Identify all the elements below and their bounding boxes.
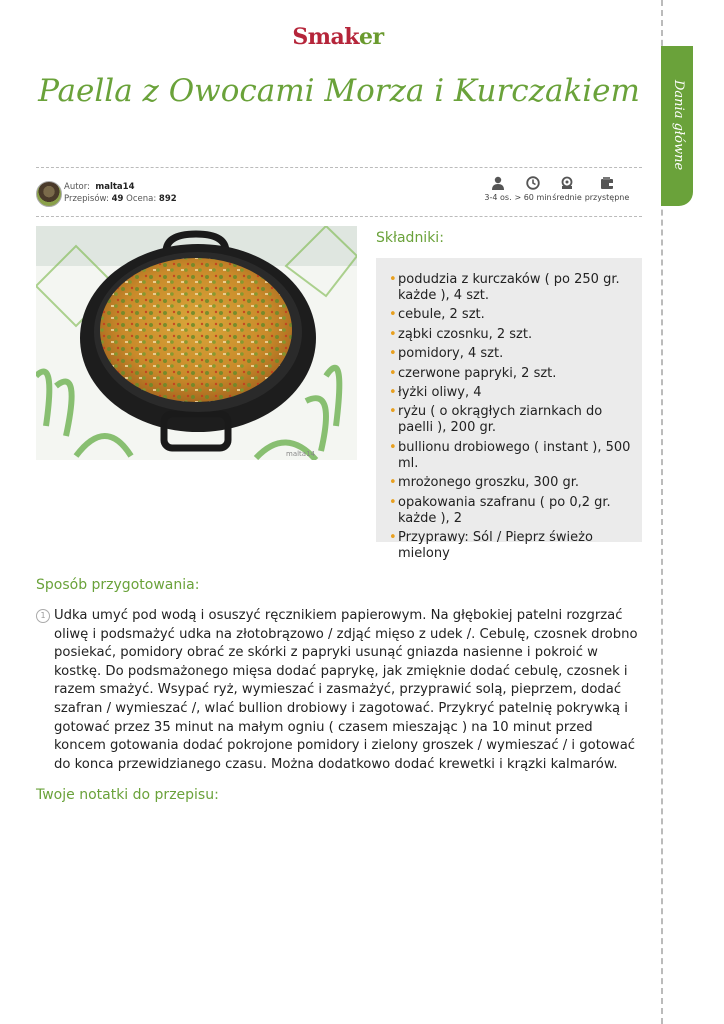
ingredient-item: • Przyprawy: Sól / Pieprz świeżo mielony	[389, 530, 634, 562]
rating-value: 892	[158, 194, 177, 204]
ingredient-item: • mrożonego groszku, 300 gr.	[389, 475, 634, 491]
author-info	[64, 181, 177, 205]
category-label: Dania główne	[671, 80, 686, 171]
ingredient-item: • pomidory, 4 szt.	[389, 346, 634, 362]
time-text: > 60 min	[514, 193, 552, 202]
ingredients-heading: Składniki:	[376, 230, 444, 246]
method-heading: Sposób przygotowania:	[36, 577, 200, 593]
notes-heading: Twoje notatki do przepisu:	[36, 787, 219, 803]
ingredients-list	[376, 258, 642, 562]
brand-logo	[0, 24, 676, 50]
ingredient-item: • ryżu ( o okrągłych ziarnkach do paelli ), 200 gr.	[389, 404, 634, 436]
cost-text: przystępne	[584, 193, 630, 202]
brand-part1: Smak	[292, 24, 360, 50]
author-avatar	[36, 181, 62, 207]
difficulty-text: średnie	[552, 193, 582, 202]
wallet-icon	[600, 176, 614, 190]
ingredient-item: • czerwone papryki, 2 szt.	[389, 366, 634, 382]
ingredients-box	[376, 258, 642, 561]
recipes-label: Przepisów:	[64, 194, 109, 204]
ingredient-item: • cebule, 2 szt.	[389, 307, 634, 323]
paella-image	[36, 226, 357, 460]
ingredient-item: • bullionu drobiowego ( instant ), 500 ml.	[389, 440, 634, 472]
rating-label: Ocena:	[126, 194, 157, 204]
step-text: Udka umyć pod wodą i osuszyć ręcznikiem papierowym. Na głębokiej patelni rozgrzać oliwę i podsmażyć udka na złotobrązowo / zdjąć mięso z udek /. Cebulę, czosnek drobno posiekać, pomidory obrać ze skórki z papryki usunąć gniazda nasienne i pokroić w kostkę. Do podsmażonego mięsa dodać paprykę, jak zmięknie dodać cebulę, czosnek i razem smażyć. Wsypać ryż, wymieszać i zasmażyć, przyprawić solą, pieprzem, dodać szafran / wymieszać /, wlać bullion drobiowy i zagotować. Przykryć patelnię pokrywką i gotować przez 35 minut na małym ogniu ( czasem mieszając ) na 10 minut przed koncem gotowania dodać pokrojone pomidory i zielony groszek / wymieszać / i gotować do konca przewidzianego czasu. Można dodatkowo dodać krewetki i krązki kalmarów.	[54, 608, 638, 772]
ingredient-item: • opakowania szafranu ( po 0,2 gr. każde ), 2	[389, 495, 634, 527]
chef-icon	[559, 176, 575, 190]
recipe-title: Paella z Owocami Morza i Kurczakiem	[38, 73, 640, 109]
ingredient-item: • łyżki oliwy, 4	[389, 385, 634, 401]
photo-watermark: malta14	[286, 450, 315, 458]
ingredient-item: • ząbki czosnku, 2 szt.	[389, 327, 634, 343]
author-label: Autor:	[64, 182, 90, 192]
divider-meta	[36, 216, 642, 217]
recipes-count: 49	[111, 194, 124, 204]
brand-part2: er	[359, 24, 384, 50]
ingredient-item: • podudzia z kurczaków ( po 250 gr. każde ), 4 szt.	[389, 272, 634, 304]
meta-cost	[577, 176, 637, 202]
servings-text: 3-4 os.	[484, 193, 512, 202]
step-number: 1	[36, 609, 50, 623]
author-name: malta14	[95, 182, 135, 192]
divider-top	[36, 167, 642, 168]
recipe-photo	[36, 226, 357, 460]
